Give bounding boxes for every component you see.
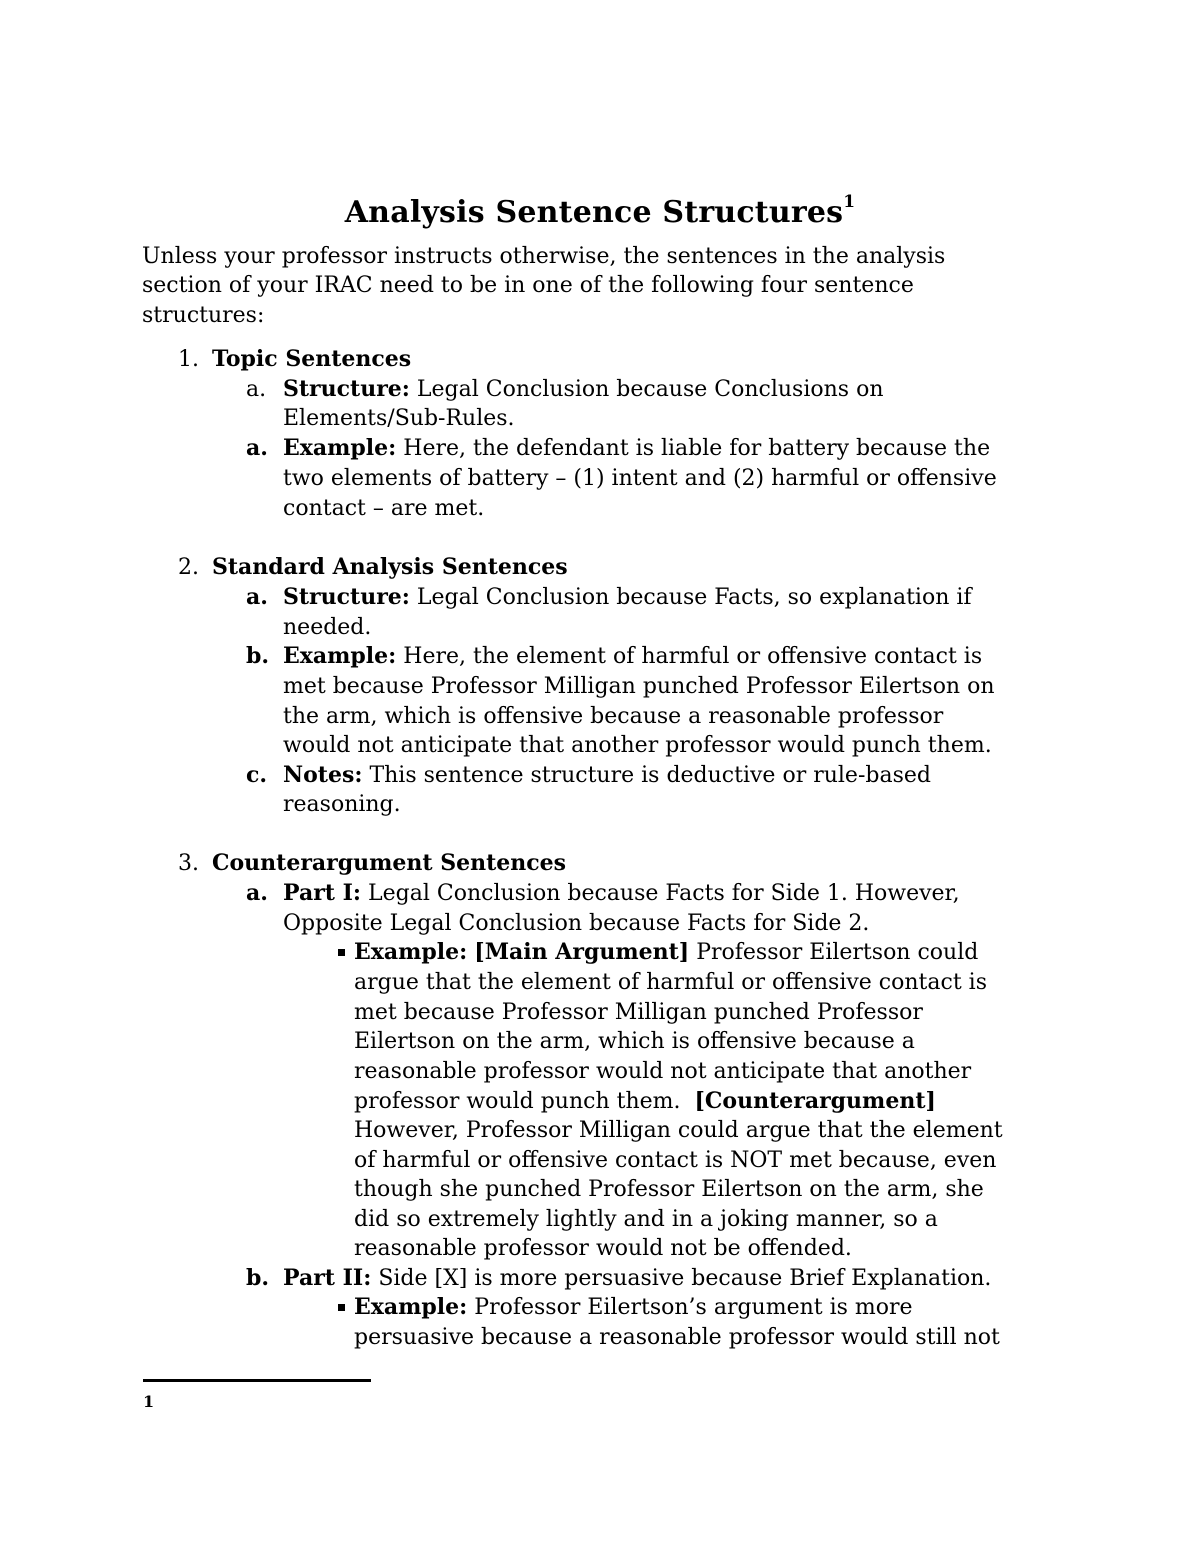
counterargument-tag: [Counterargument] bbox=[694, 1088, 936, 1114]
page-title bbox=[0, 186, 1200, 233]
item-marker: a. bbox=[246, 880, 268, 906]
item-text: This sentence structure is deductive or rule-based bbox=[369, 763, 931, 788]
intro-line: Unless your professor instructs otherwise, the sentences in the analysis bbox=[142, 244, 946, 269]
item-text: Here, the defendant is liable for battery because the bbox=[403, 436, 991, 461]
sub-item-text: did so extremely lightly and in a joking manner, so a bbox=[354, 1207, 938, 1232]
item-label: Part I: bbox=[283, 880, 362, 906]
section-number: 3. bbox=[178, 851, 199, 876]
sub-item-text: Eilertson on the arm, which is offensive because a bbox=[354, 1029, 915, 1054]
item-text: reasoning. bbox=[283, 792, 401, 817]
item-label: Notes: bbox=[283, 762, 363, 788]
item-label: Example: bbox=[283, 643, 397, 669]
sub-list-item bbox=[354, 1293, 913, 1323]
intro-line: section of your IRAC need to be in one of the following four sentence bbox=[142, 273, 914, 298]
item-label: Part II: bbox=[283, 1265, 372, 1291]
item-marker: a. bbox=[246, 377, 267, 402]
item-text: Here, the element of harmful or offensive contact is bbox=[403, 644, 983, 669]
section-heading: Standard Analysis Sentences bbox=[212, 554, 568, 580]
intro-line: structures: bbox=[142, 303, 265, 328]
section-number: 2. bbox=[178, 555, 199, 580]
sub-item-text: Professor Eilertson’s argument is more bbox=[474, 1295, 913, 1320]
item-text: two elements of battery – (1) intent and (2) harmful or offensive bbox=[283, 466, 997, 491]
item-marker: a. bbox=[246, 584, 268, 610]
item-text: Elements/Sub-Rules. bbox=[283, 406, 515, 431]
list-item bbox=[283, 434, 990, 464]
item-text: Legal Conclusion because Facts, so explanation if bbox=[416, 585, 972, 610]
item-text: needed. bbox=[283, 615, 372, 640]
item-marker: a. bbox=[246, 435, 268, 461]
section-number: 1. bbox=[178, 347, 199, 372]
bullet-icon bbox=[338, 949, 345, 956]
sub-item-text: though she punched Professor Eilertson on the arm, she bbox=[354, 1177, 984, 1202]
item-marker: c. bbox=[246, 762, 268, 788]
section-heading: Topic Sentences bbox=[212, 346, 412, 372]
title-footnote-ref[interactable]: 1 bbox=[843, 192, 856, 212]
list-item bbox=[283, 375, 884, 405]
sub-item-text: met because Professor Milligan punched Professor bbox=[354, 1000, 923, 1025]
list-item bbox=[283, 761, 931, 791]
item-text: the arm, which is offensive because a reasonable professor bbox=[283, 704, 944, 729]
item-marker: b. bbox=[246, 1265, 270, 1291]
sub-item-text: of harmful or offensive contact is NOT met because, even bbox=[354, 1148, 997, 1173]
item-text: would not anticipate that another professor would punch them. bbox=[283, 733, 992, 758]
sub-item-line bbox=[354, 1087, 936, 1117]
sub-item-text: argue that the element of harmful or offensive contact is bbox=[354, 970, 987, 995]
list-item bbox=[283, 642, 982, 672]
footnote-separator bbox=[143, 1379, 371, 1382]
section-heading: Counterargument Sentences bbox=[212, 850, 567, 876]
list-item bbox=[283, 879, 960, 909]
item-text: Legal Conclusion because Facts for Side 1. However, bbox=[368, 881, 960, 906]
list-item bbox=[283, 583, 972, 613]
sub-item-text: Professor Eilertson could bbox=[696, 940, 979, 965]
sub-item-label: Example: bbox=[354, 939, 468, 965]
title-text: Analysis Sentence Structures bbox=[344, 195, 844, 230]
sub-item-label: Example: bbox=[354, 1294, 468, 1320]
item-text: contact – are met. bbox=[283, 496, 485, 521]
item-text: Legal Conclusion because Conclusions on bbox=[416, 377, 884, 402]
sub-item-text: However, Professor Milligan could argue that the element bbox=[354, 1118, 1003, 1143]
item-marker: b. bbox=[246, 643, 270, 669]
sub-list-item bbox=[354, 938, 978, 968]
item-label: Structure: bbox=[283, 584, 410, 610]
item-text: Opposite Legal Conclusion because Facts for Side 2. bbox=[283, 911, 870, 936]
item-label: Example: bbox=[283, 435, 397, 461]
item-label: Structure: bbox=[283, 376, 410, 402]
item-text: met because Professor Milligan punched Professor Eilertson on bbox=[283, 674, 995, 699]
sub-item-text: persuasive because a reasonable professor would still not bbox=[354, 1325, 1000, 1350]
bullet-icon bbox=[338, 1304, 345, 1311]
sub-item-text: reasonable professor would not be offended. bbox=[354, 1236, 852, 1261]
list-item bbox=[283, 1264, 991, 1294]
footnote-number: 1 bbox=[143, 1392, 155, 1411]
sub-item-text: professor would punch them. bbox=[354, 1089, 681, 1114]
main-argument-tag: [Main Argument] bbox=[474, 939, 690, 965]
sub-item-text: reasonable professor would not anticipate that another bbox=[354, 1059, 972, 1084]
item-text: Side [X] is more persuasive because Brief Explanation. bbox=[378, 1266, 992, 1291]
